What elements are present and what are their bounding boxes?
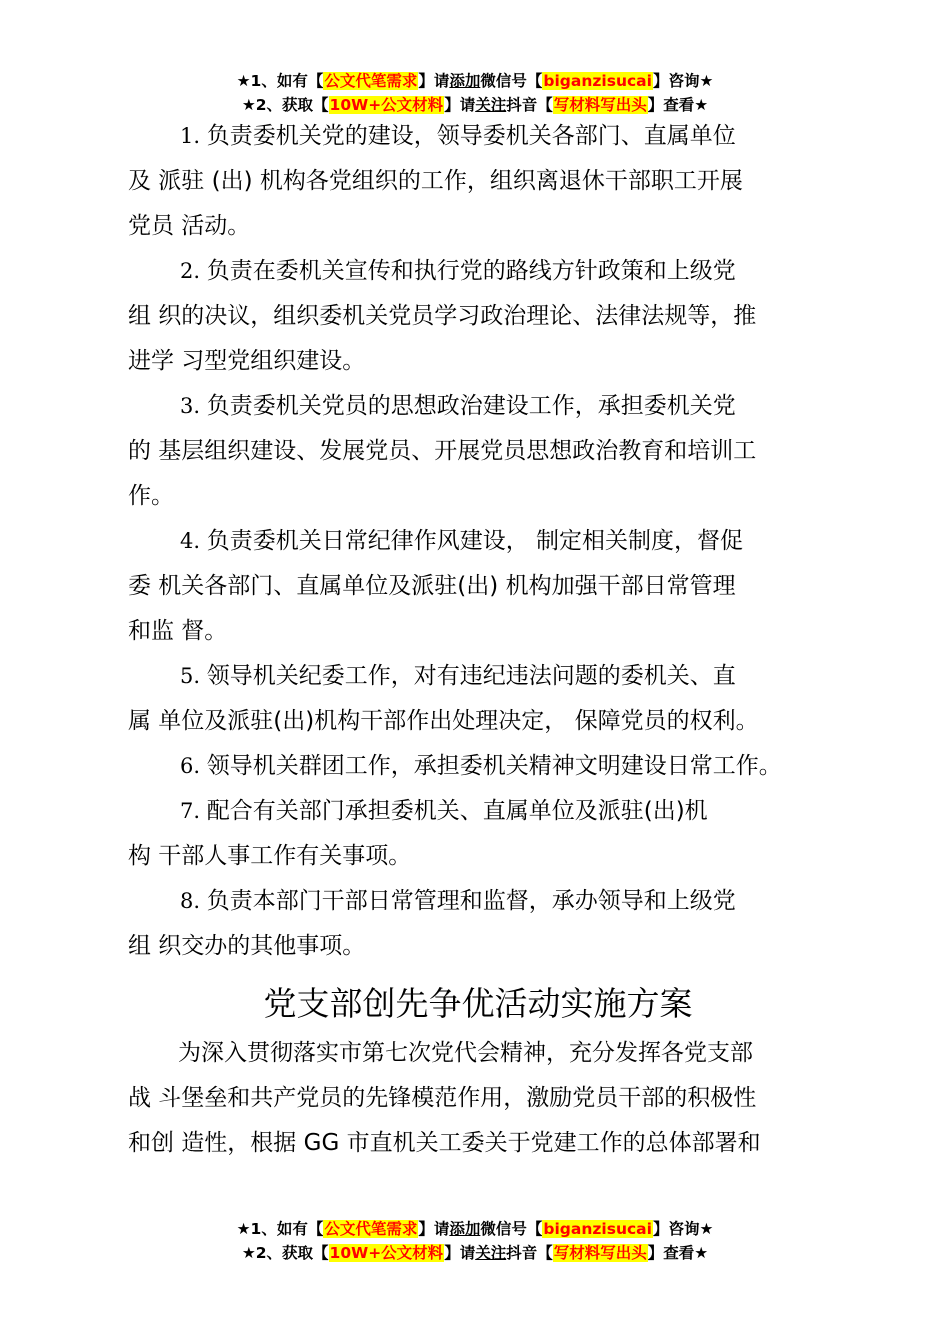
duty-item-3 (128, 384, 848, 519)
banner-highlight: 公文代笔需求 (324, 72, 418, 90)
item-text: 领导机关群团工作，承担委机关精神文明建设日常工作。 (206, 753, 782, 779)
banner-text: ★2、获取【 (241, 1244, 329, 1262)
item-number: 8. (180, 889, 207, 913)
intro-paragraph (128, 1031, 848, 1166)
banner-highlight: 10W+公文材料 (329, 1244, 444, 1262)
duty-item-5 (128, 654, 848, 744)
item-text: 及 派驻 (出) 机构各党组织的工作，组织离退休干部职工开展 (128, 168, 743, 194)
banner-text: 抖音【 (506, 96, 553, 114)
duty-item-4 (128, 519, 848, 654)
banner-highlight: 写材料写出头 (553, 96, 647, 114)
item-text: 构 干部人事工作有关事项。 (128, 843, 412, 869)
item-text: 负责在委机关宣传和执行党的路线方针政策和上级党 (206, 258, 736, 284)
banner-text: ★1、如有【 (236, 1220, 324, 1238)
duty-item-6 (128, 744, 848, 789)
banner-text: 微信号【 (480, 72, 543, 90)
item-text: 负责委机关党的建设，领导委机关各部门、直属单位 (206, 123, 736, 149)
duty-item-2 (128, 249, 848, 384)
banner-text: 】查看★ (647, 1244, 709, 1262)
banner-text: 】查看★ (647, 96, 709, 114)
banner-text: ★2、获取【 (241, 96, 329, 114)
banner-text: 】咨询★ (652, 1220, 714, 1238)
item-number: 2. (180, 259, 207, 283)
banner-underline: 添加 (449, 1220, 481, 1238)
item-text: 委 机关各部门、直属单位及派驻(出) 机构加强干部日常管理 (128, 573, 736, 599)
item-text: 的 基层组织建设、发展党员、开展党员思想政治教育和培训工 (128, 438, 757, 464)
duty-item-8 (128, 879, 848, 969)
banner-highlight: biganzisucai (543, 72, 652, 90)
item-text: 负责委机关日常纪律作风建设， 制定相关制度，督促 (206, 528, 744, 554)
item-text: 负责本部门干部日常管理和监督，承办领导和上级党 (206, 888, 736, 914)
item-text: 配合有关部门承担委机关、直属单位及派驻(出)机 (206, 798, 708, 824)
banner-underline: 添加 (449, 72, 481, 90)
banner-text: 】请 (418, 1220, 450, 1238)
intro-text: 战 斗堡垒和共产党员的先锋模范作用，激励党员干部的积极性 (128, 1085, 757, 1111)
item-text: 领导机关纪委工作，对有违纪违法问题的委机关、直 (206, 663, 736, 689)
intro-text: 为深入贯彻落实市第七次党代会精神，充分发挥各党支部 (178, 1040, 753, 1066)
banner-text: 】请 (444, 96, 476, 114)
banner-highlight: 公文代笔需求 (324, 1220, 418, 1238)
section-title: 党支部创先争优活动实施方案 (263, 984, 693, 1023)
item-number: 1. (180, 124, 207, 148)
banner-text: 微信号【 (480, 1220, 543, 1238)
banner-text: 】请 (418, 72, 450, 90)
item-text: 和监 督。 (128, 618, 228, 644)
item-text: 进学 习型党组织建设。 (128, 348, 366, 374)
banner-highlight: 10W+公文材料 (329, 96, 444, 114)
item-number: 7. (180, 799, 207, 823)
banner-underline: 关注 (475, 96, 507, 114)
banner-line-1 (0, 1217, 950, 1241)
item-number: 4. (180, 529, 207, 553)
duty-item-7 (128, 789, 848, 879)
top-banner (0, 69, 950, 117)
bottom-banner (0, 1217, 950, 1265)
banner-line-2 (0, 1241, 950, 1265)
banner-text: 】咨询★ (652, 72, 714, 90)
banner-underline: 关注 (475, 1244, 507, 1262)
banner-text: ★1、如有【 (236, 72, 324, 90)
duty-item-1 (128, 114, 848, 249)
banner-line-1 (0, 69, 950, 93)
banner-highlight: 写材料写出头 (553, 1244, 647, 1262)
item-text: 负责委机关党员的思想政治建设工作，承担委机关党 (206, 393, 736, 419)
intro-text: 和创 造性，根据 GG 市直机关工委关于党建工作的总体部署和 (128, 1130, 761, 1156)
item-text: 作。 (128, 483, 174, 509)
item-text: 组 织交办的其他事项。 (128, 933, 366, 959)
banner-highlight: biganzisucai (543, 1220, 652, 1238)
item-number: 5. (180, 664, 207, 688)
banner-text: 抖音【 (506, 1244, 553, 1262)
banner-text: 】请 (444, 1244, 476, 1262)
item-text: 属 单位及派驻(出)机构干部作出处理决定， 保障党员的权利。 (128, 708, 759, 734)
item-text: 组 织的决议，组织委机关党员学习政治理论、法律法规等，推 (128, 303, 757, 329)
item-text: 党员 活动。 (128, 213, 251, 239)
item-number: 6. (180, 754, 207, 778)
document-body (128, 114, 848, 1166)
item-number: 3. (180, 394, 207, 418)
